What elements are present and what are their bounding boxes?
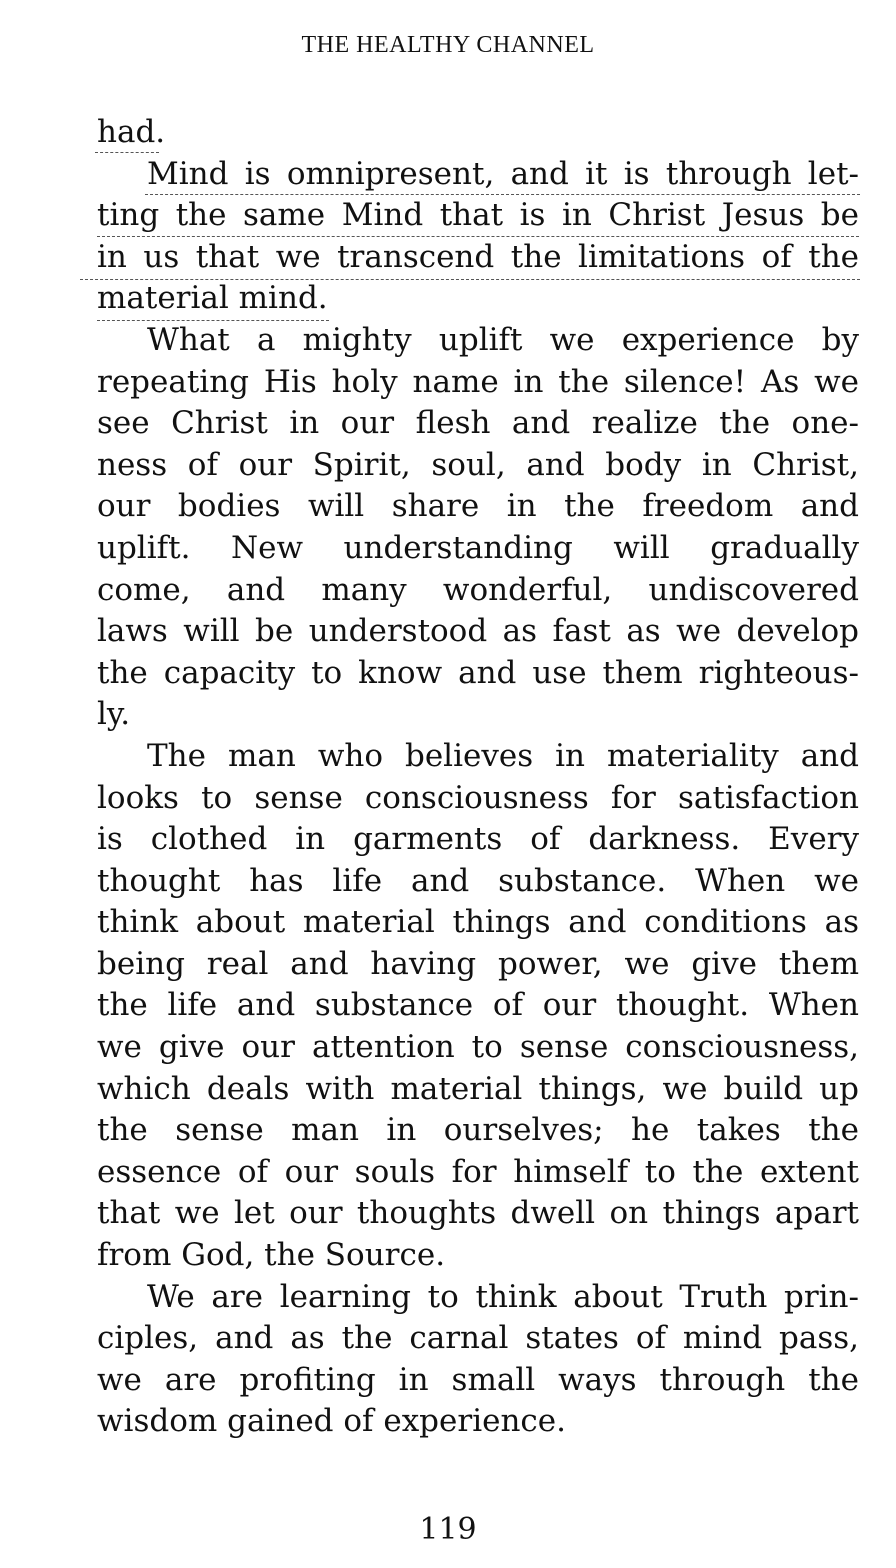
text-line: think about material things and conditions as: [97, 904, 859, 941]
text-line: that we let our thoughts dwell on things apart: [97, 1195, 859, 1232]
text-line: ly.: [97, 696, 131, 733]
text-line: come, and many wonderful, undiscovered: [97, 571, 859, 608]
pencil-underline: [95, 152, 159, 153]
text-line: is clothed in garments of darkness. Every: [97, 821, 859, 858]
text-line: ciples, and as the carnal states of mind pass,: [97, 1320, 859, 1357]
page-number: 119: [419, 1512, 477, 1547]
text-line: had.: [97, 114, 166, 150]
text-line: laws will be understood as fast as we develop: [97, 613, 859, 650]
pencil-underline: [80, 279, 860, 280]
text-line: ness of our Spirit, soul, and body in Christ,: [97, 446, 859, 483]
text-line: from God, the Source.: [97, 1237, 446, 1274]
text-line: being real and having power, we give them: [97, 945, 859, 982]
text-line: What a mighty uplift we experience by: [147, 321, 859, 358]
text-line: We are learning to think about Truth prin-: [147, 1278, 859, 1315]
pencil-underline: [97, 320, 329, 321]
text-line: uplift. New understanding will gradually: [97, 529, 859, 566]
text-line: essence of our souls for himself to the extent: [97, 1153, 859, 1190]
text-line: the life and substance of our thought. When: [97, 987, 859, 1024]
text-line: we are profiting in small ways through the: [97, 1361, 859, 1398]
body-text: [97, 112, 859, 1443]
text-line: repeating His holy name in the silence! As we: [97, 363, 859, 400]
running-header: THE HEALTHY CHANNEL: [301, 32, 595, 58]
text-line: wisdom gained of experience.: [97, 1403, 566, 1440]
text-line: looks to sense consciousness for satisfaction: [97, 779, 859, 816]
text-line: material mind.: [97, 280, 328, 317]
text-line: the sense man in ourselves; he takes the: [97, 1112, 859, 1149]
pencil-underline: [145, 194, 860, 195]
text-line: which deals with material things, we build up: [97, 1070, 859, 1107]
text-line: the capacity to know and use them righteous-: [97, 654, 859, 691]
text-line: see Christ in our flesh and realize the one-: [97, 405, 859, 442]
text-line: in us that we transcend the limitations of the: [97, 238, 859, 275]
text-line: The man who believes in materiality and: [147, 737, 859, 774]
text-line: thought has life and substance. When we: [97, 862, 859, 899]
text-line: our bodies will share in the freedom and: [97, 488, 859, 525]
text-line: Mind is omnipresent, and it is through let-: [147, 155, 859, 192]
pencil-underline: [97, 236, 859, 237]
text-line: ting the same Mind that is in Christ Jesus be: [97, 197, 859, 234]
text-line: we give our attention to sense consciousness,: [97, 1029, 859, 1066]
